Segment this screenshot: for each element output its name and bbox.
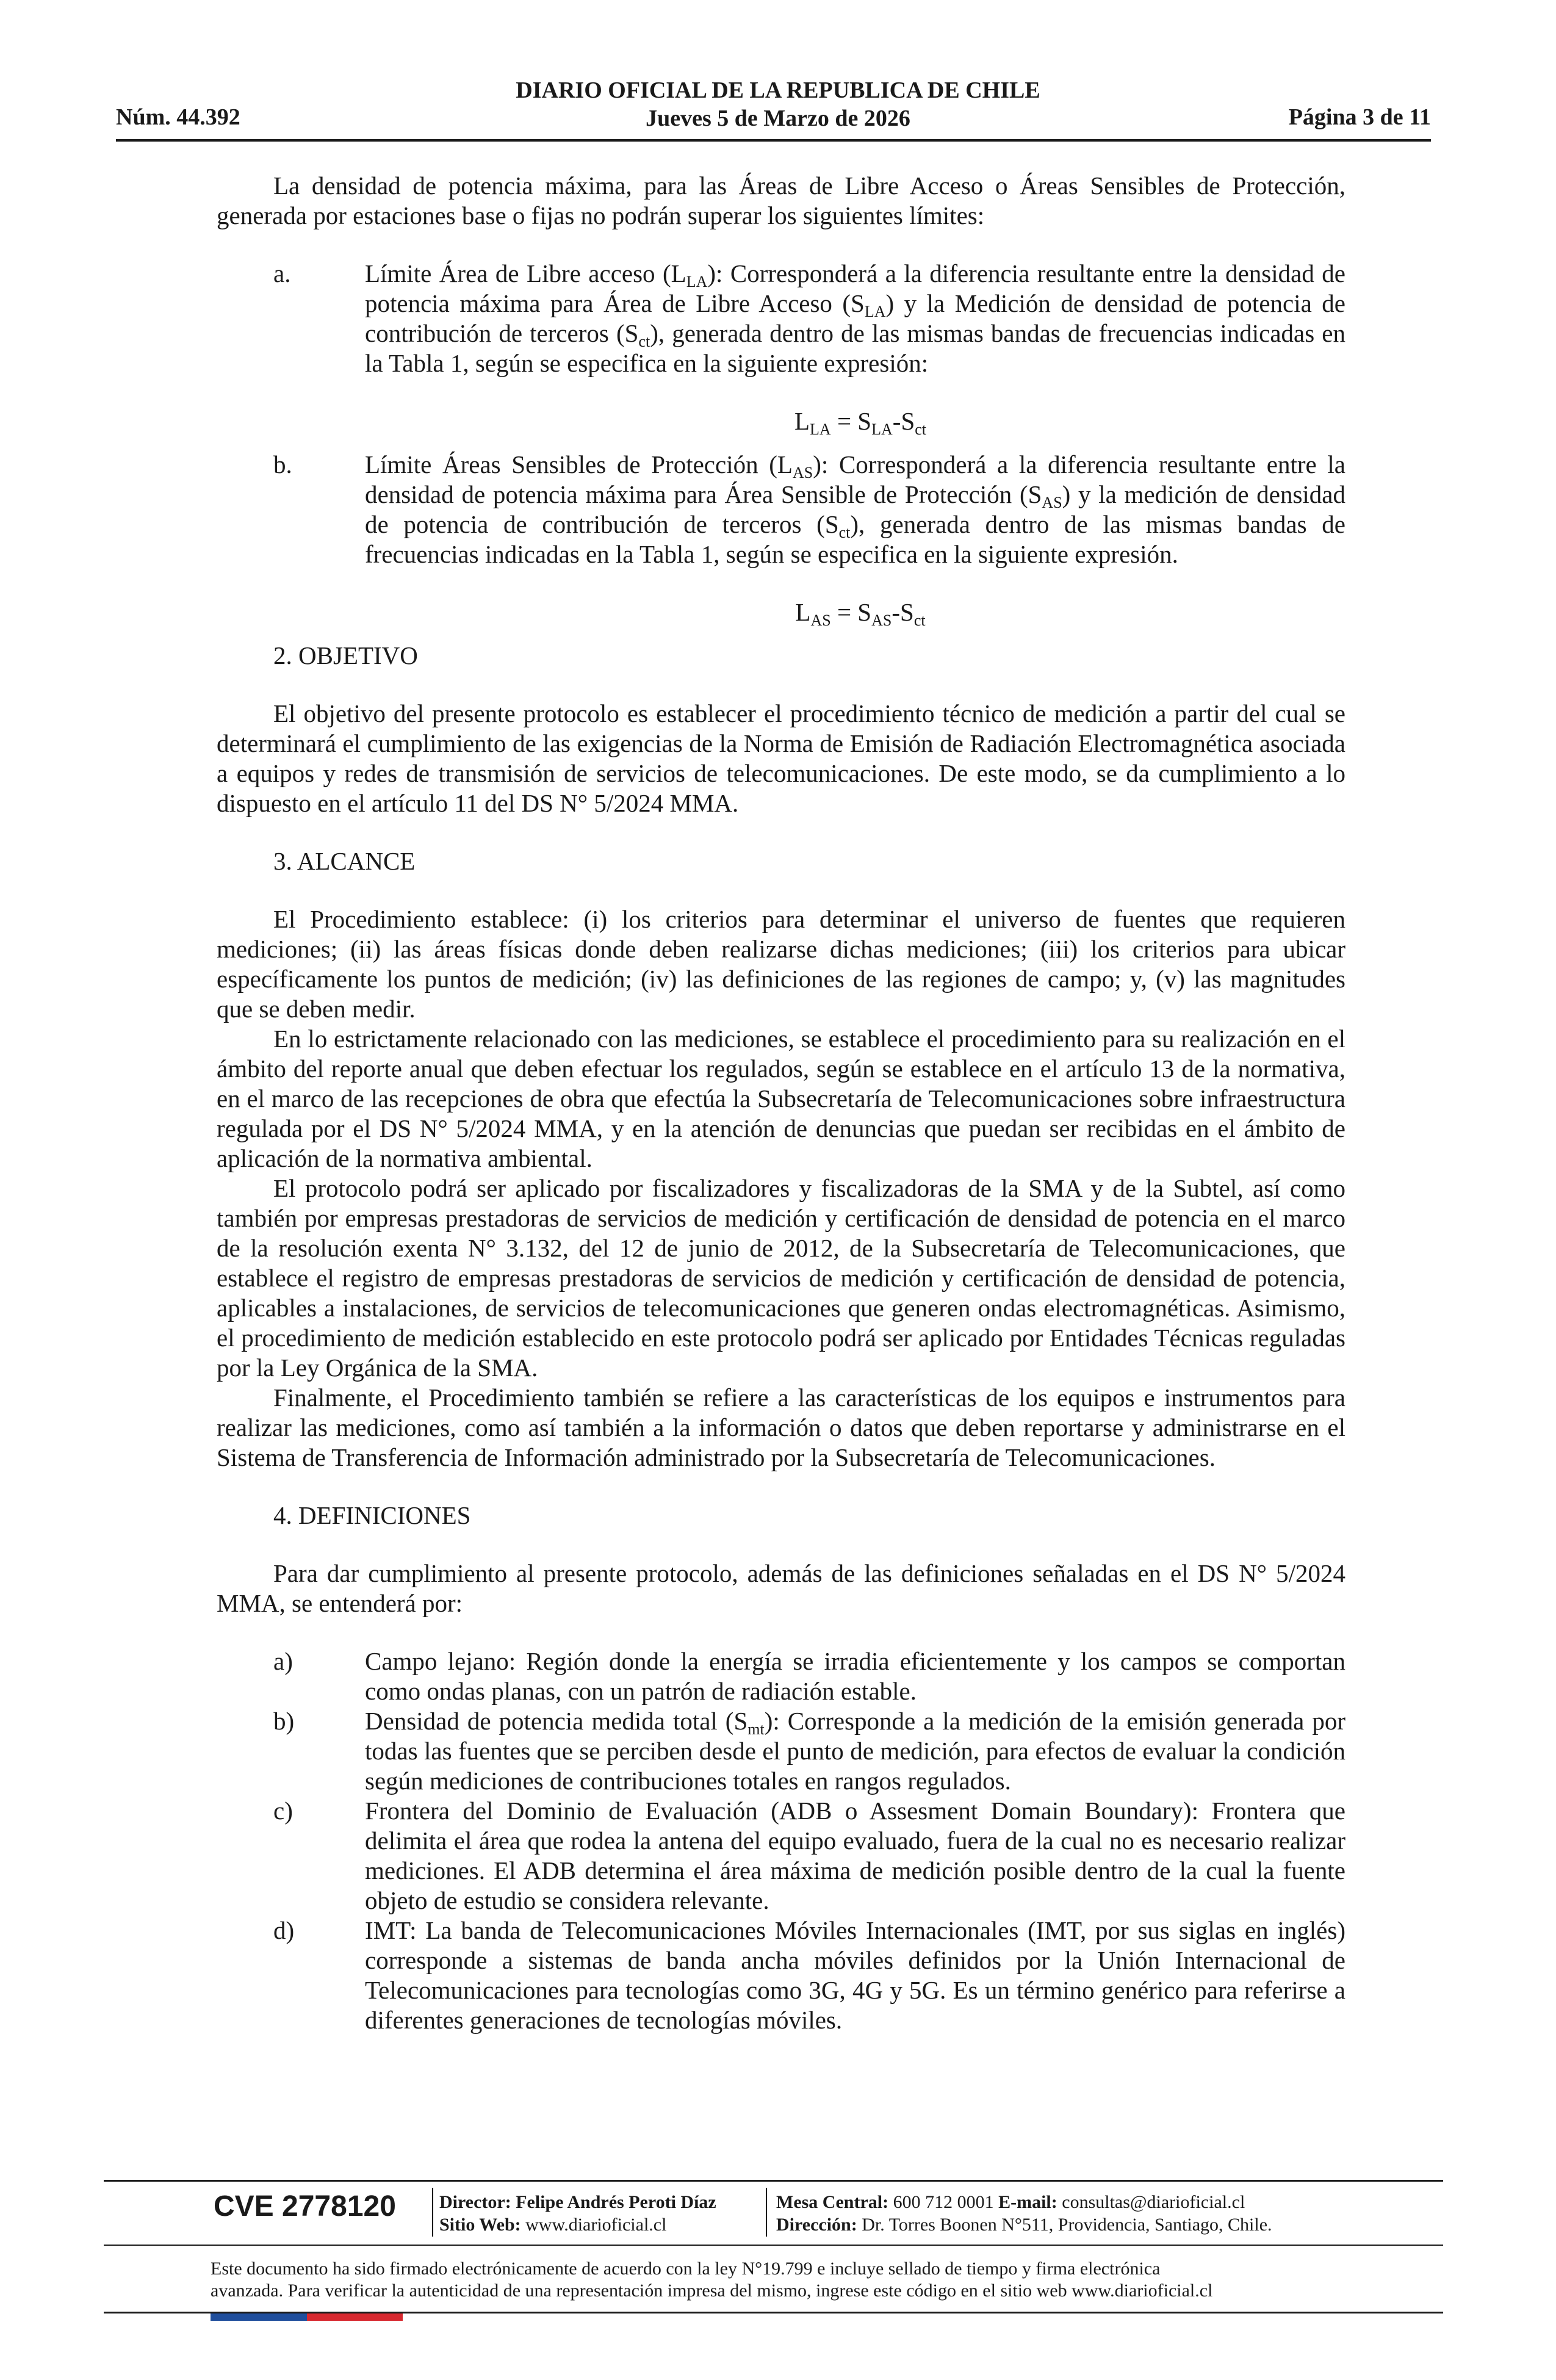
limit-item-a xyxy=(217,259,1345,378)
email-link[interactable]: consultas@diarioficial.cl xyxy=(1062,2192,1245,2212)
limit-item-b xyxy=(217,450,1345,569)
definition-text: Campo lejano: Región donde la energía se irradia eficientemente y los campos se comportan como ondas planas, con un patrón de radiación estable. xyxy=(365,1647,1345,1705)
list-marker: b) xyxy=(273,1707,295,1735)
section-heading-alcance: 3. ALCANCE xyxy=(273,847,416,875)
formula-as: $L_{AS} = S_{AS}-S_{ct}$ xyxy=(795,598,926,629)
list-marker: d) xyxy=(273,1916,295,1944)
list-marker: b. xyxy=(273,450,292,478)
section-heading-objetivo: 2. OBJETIVO xyxy=(273,641,418,669)
legal-line-1: Este documento ha sido firmado electrónicamente de acuerdo con la ley N°19.799 e incluye sellado de tiempo y firma electrónica xyxy=(211,2259,1161,2279)
footer-director-block xyxy=(439,2191,716,2236)
definition-text: IMT: La banda de Telecomunicaciones Móviles Internacionales (IMT, por sus siglas en inglés) corresponde a sistemas de banda ancha móviles definidos por la Unión Internacional de Telecomunicaciones para tecnologías como 3G, 4G y 5G. Es un término genérico para referirse a diferentes generaciones de tecnologías móviles. xyxy=(365,1916,1345,2034)
flag-color-bar xyxy=(211,2313,403,2320)
document-body xyxy=(217,171,1345,2035)
footer-divider-top xyxy=(104,2180,1443,2182)
footer-divider-middle xyxy=(104,2245,1443,2246)
objetivo-paragraph: El objetivo del presente protocolo es establecer el procedimiento técnico de medición a partir del cual se determinará el cumplimiento de las exigencias de la Norma de Emisión de Radiación Electromagnética asociada a equipos y redes de transmisión de servicios de telecomunicaciones. De este modo, se da cumplimiento a lo dispuesto en el artículo 11 del DS N° 5/2024 MMA. xyxy=(217,699,1345,817)
footer-separator xyxy=(766,2188,767,2237)
cve-code: CVE 2778120 xyxy=(214,2190,396,2223)
page-number: Página 3 de 11 xyxy=(1288,104,1431,130)
publication-date: Jueves 5 de Marzo de 2026 xyxy=(646,106,910,131)
definition-item-a xyxy=(217,1646,1345,1706)
alcance-paragraph-4: Finalmente, el Procedimiento también se refiere a las características de los equipos e instrumentos para realizar las mediciones, como así también a la información o datos que deben reportarse y administrarse en el Sistema de Transferencia de Información administrado por la Subsecretaría de Telecomunicaciones. xyxy=(217,1383,1345,1471)
definition-text: Densidad de potencia medida total $(S_{mt})$: Corresponde a la medición de la emisión generada por todas las fuentes que se perciben desde el punto de medición, para efectos de evaluar la condición según mediciones de contribuciones totales en rangos regulados. xyxy=(365,1707,1345,1795)
footer-separator xyxy=(432,2188,433,2237)
flag-blue-segment xyxy=(211,2313,307,2321)
alcance-paragraph-2: En lo estrictamente relacionado con las mediciones, se establece el procedimiento para su realización en el ámbito del reporte anual que deben efectuar los regulados, según se establece en el artículo 13 de la normativa, en el marco de las recepciones de obra que efectúa la Subsecretaría de Telecomunicaciones sobre infraestructura regulada por el DS N° 5/2024 MMA, y en la atención de denuncias que puedan ser recibidas en el ámbito de aplicación de la normativa ambiental. xyxy=(217,1025,1345,1172)
list-marker: a) xyxy=(273,1647,293,1675)
legal-line-2: avanzada. Para verificar la autenticidad de una representación impresa del mismo, ingrese este código en el sitio web www.diarioficial.cl xyxy=(211,2281,1213,2301)
website-line: Sitio Web: www.diarioficial.cl xyxy=(439,2215,667,2235)
limit-text-b: Límite Áreas Sensibles de Protección $(L_{AS})$: Corresponderá a la diferencia resultante entre la densidad de potencia máxima para Área Sensible de Protección $(S_{AS})$ y la medición de densidad de potencia de contribución de terceros $(S_{ct})$, generada dentro de las mismas bandas de frecuencias indicadas en la Tabla 1, según se especifica en la siguiente expresión. xyxy=(365,450,1345,568)
section-heading-definiciones: 4. DEFINICIONES xyxy=(273,1501,471,1529)
issue-number: Núm. 44.392 xyxy=(116,104,240,130)
list-marker: c) xyxy=(273,1797,293,1825)
legal-notice xyxy=(211,2258,1339,2302)
publication-title: DIARIO OFICIAL DE LA REPUBLICA DE CHILE xyxy=(516,78,1040,103)
flag-red-segment xyxy=(307,2313,403,2321)
director-name: Director: Felipe Andrés Peroti Díaz xyxy=(439,2192,716,2212)
limit-text-a: Límite Área de Libre acceso $(L_{LA})$: Corresponderá a la diferencia resultante entre la densidad de potencia máxima para Área de Libre Acceso $(S_{LA})$ y la Medición de densidad de potencia de contribución de terceros $(S_{ct})$, generada dentro de las mismas bandas de frecuencias indicadas en la Tabla 1, según se especifica en la siguiente expresión: xyxy=(365,259,1345,377)
address-line: Dirección: Dr. Torres Boonen N°511, Providencia, Santiago, Chile. xyxy=(776,2215,1272,2235)
definiciones-paragraph: Para dar cumplimiento al presente protocolo, además de las definiciones señaladas en el DS N° 5/2024 MMA, se entenderá por: xyxy=(217,1559,1345,1617)
website-link[interactable]: www.diarioficial.cl xyxy=(525,2215,667,2235)
intro-paragraph: La densidad de potencia máxima, para las Áreas de Libre Acceso o Áreas Sensibles de Protección, generada por estaciones base o fijas no podrán superar los siguientes límites: xyxy=(217,171,1345,229)
formula-la: $L_{LA} = S_{LA}-S_{ct}$ xyxy=(794,407,927,438)
definition-item-b xyxy=(217,1706,1345,1796)
contact-line: Mesa Central: 600 712 0001 E-mail: consultas@diarioficial.cl xyxy=(776,2192,1245,2212)
header-divider xyxy=(116,139,1431,142)
footer-contact-block xyxy=(776,2191,1272,2236)
definition-item-d xyxy=(217,1916,1345,2035)
alcance-paragraph-1: El Procedimiento establece: (i) los criterios para determinar el universo de fuentes que requieren mediciones; (ii) las áreas físicas donde deben realizarse dichas mediciones; (iii) los criterios para ubicar específicamente los puntos de medición; (iv) las definiciones de las regiones de campo; y, (v) las magnitudes que se deben medir. xyxy=(217,905,1345,1023)
alcance-paragraph-3: El protocolo podrá ser aplicado por fiscalizadores y fiscalizadoras de la SMA y de la Subtel, así como también por empresas prestadoras de servicios de medición y certificación de densidad de potencia en el marco de la resolución exenta N° 3.132, del 12 de junio de 2012, de la Subsecretaría de Telecomunicaciones, que establece el registro de empresas prestadoras de servicios de medición y certificación de densidad de potencia, aplicables a instalaciones, de servicios de telecomunicaciones que generen ondas electromagnéticas. Asimismo, el procedimiento de medición establecido en este protocolo podrá ser aplicado por Entidades Técnicas reguladas por la Ley Orgánica de la SMA. xyxy=(217,1174,1345,1382)
list-marker: a. xyxy=(273,259,291,287)
definition-item-c xyxy=(217,1796,1345,1916)
definition-text: Frontera del Dominio de Evaluación (ADB o Assesment Domain Boundary): Frontera que delimita el área que rodea la antena del equipo evaluado, fuera de la cual no es necesario realizar mediciones. El ADB determina el área máxima de medición posible dentro de la cual la fuente objeto de estudio se considera relevante. xyxy=(365,1797,1345,1914)
